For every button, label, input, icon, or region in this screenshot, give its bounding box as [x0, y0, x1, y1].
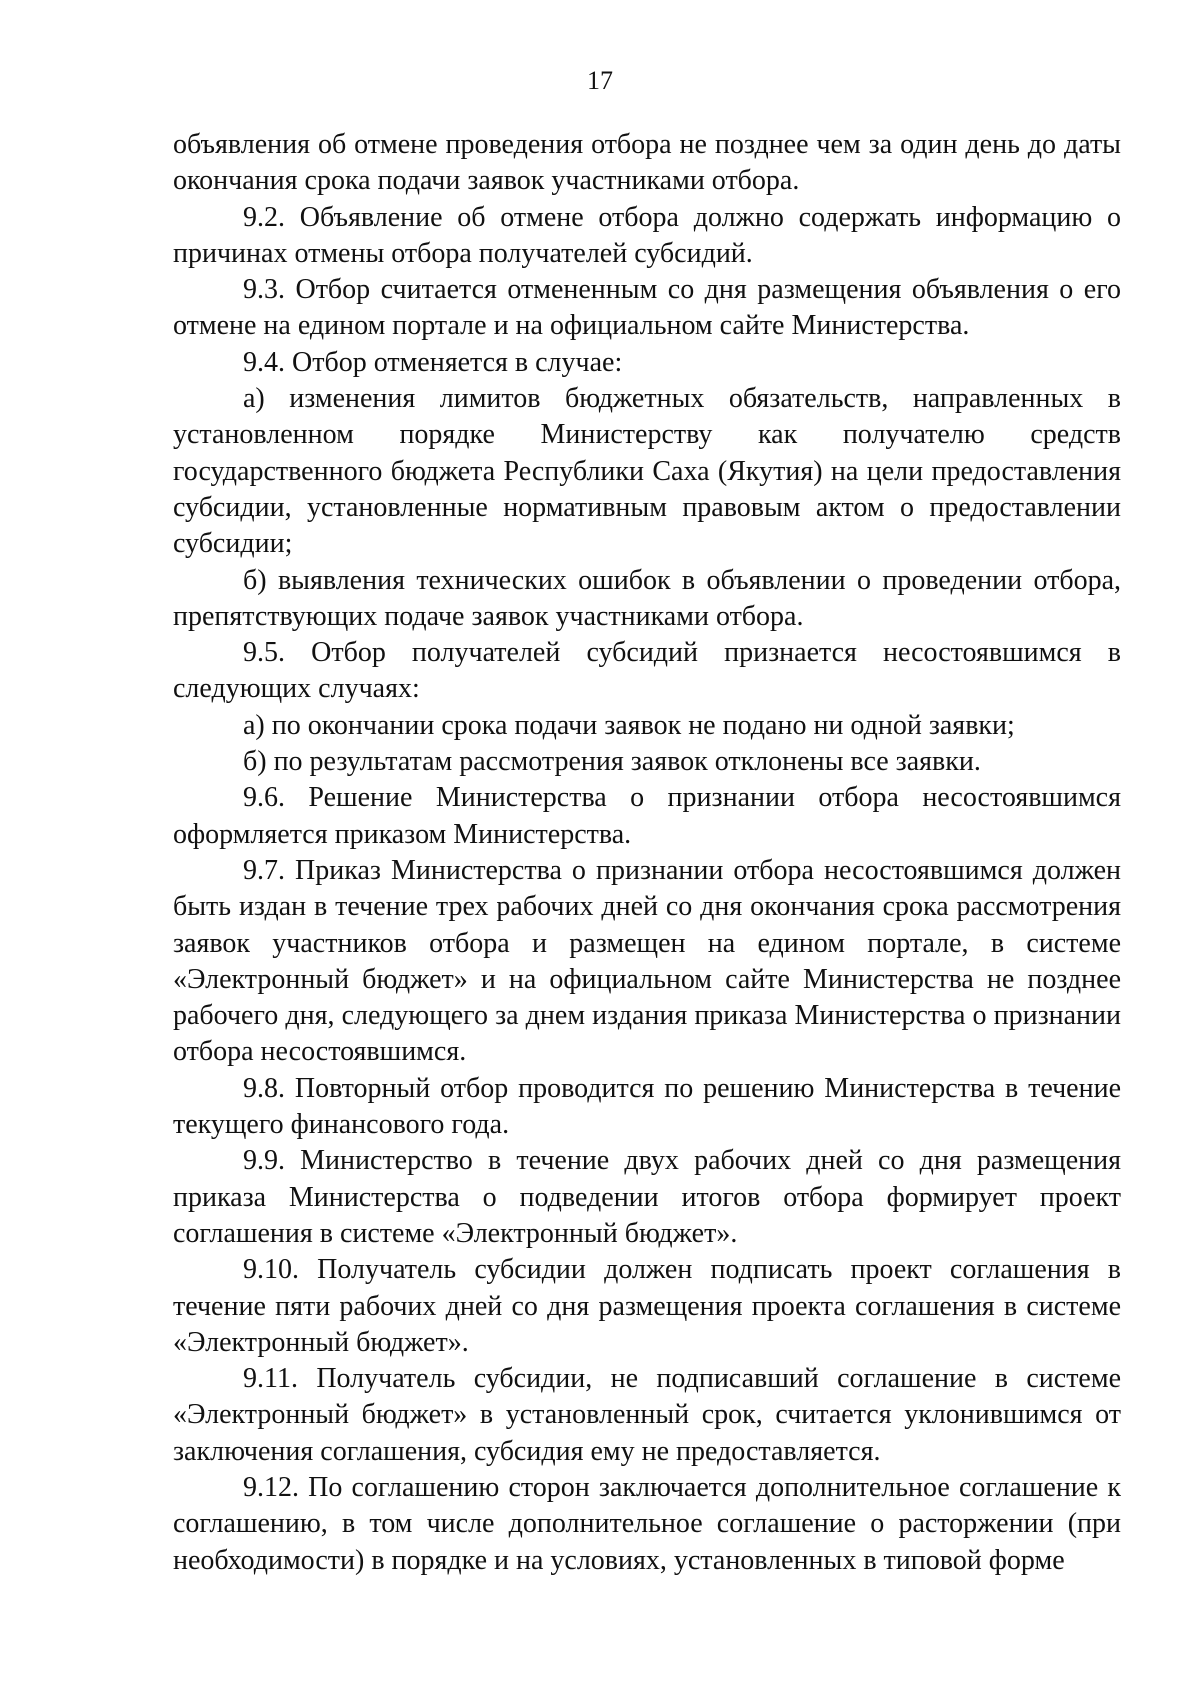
paragraph-9-12: 9.12. По соглашению сторон заключается дополнительное соглашение к соглашению, в том числе дополнительное соглашение о расторжении (при необходимости) в порядке и на условиях, установленных в типовой форме: [173, 1471, 1121, 1576]
paragraph-9-7: 9.7. Приказ Министерства о признании отбора несостоявшимся должен быть издан в течение трех рабочих дней со дня окончания срока рассмотрения заявок участников отбора и размещен на едином портале, в системе «Электронный бюджет» и на официальном сайте Министерства не позднее рабочего дня, следующего за днем издания приказа Министерства о признании отбора несостоявшимся.: [173, 854, 1121, 1068]
paragraph-9-8: 9.8. Повторный отбор проводится по решению Министерства в течение текущего финансового года.: [173, 1072, 1121, 1141]
paragraph-9-3: 9.3. Отбор считается отмененным со дня размещения объявления о его отмене на едином портале и на официальном сайте Министерства.: [173, 274, 1121, 342]
paragraph-9-2: 9.2. Объявление об отмене отбора должно содержать информацию о причинах отмены отбора получателей субсидий.: [173, 201, 1121, 269]
paragraph-9-6: 9.6. Решение Министерства о признании отбора несостоявшимся оформляется приказом Министерства.: [173, 782, 1121, 850]
paragraph-9-5-b: б) по результатам рассмотрения заявок отклонены все заявки.: [243, 746, 981, 778]
paragraph-9-5-a: а) по окончании срока подачи заявок не подано ни одной заявки;: [243, 709, 1015, 741]
page-number: 17: [587, 66, 613, 95]
paragraph-9-11: 9.11. Получатель субсидии, не подписавший соглашение в системе «Электронный бюджет» в установленный срок, считается уклонившимся от заключения соглашения, субсидия ему не предоставляется.: [173, 1363, 1121, 1467]
document-body: [173, 127, 1121, 1579]
paragraph-9-5: 9.5. Отбор получателей субсидий признается несостоявшимся в следующих случаях:: [173, 637, 1121, 705]
paragraph-9-4: 9.4. Отбор отменяется в случае:: [243, 346, 623, 378]
paragraph-9-9: 9.9. Министерство в течение двух рабочих дней со дня размещения приказа Министерства о подведении итогов отбора формирует проект соглашения в системе «Электронный бюджет».: [173, 1145, 1121, 1249]
paragraph-9-4-b: б) выявления технических ошибок в объявлении о проведении отбора, препятствующих подаче заявок участниками отбора.: [173, 564, 1121, 632]
paragraph-continuation: объявления об отмене проведения отбора не позднее чем за один день до даты окончания срока подачи заявок участниками отбора.: [173, 129, 1121, 197]
paragraph-9-4-a: а) изменения лимитов бюджетных обязательств, направленных в установленном порядке Министерству как получателю средств государственного бюджета Республики Саха (Якутия) на цели предоставления субсидии, установленные нормативным правовым актом о предоставлении субсидии;: [173, 383, 1121, 560]
paragraph-9-10: 9.10. Получатель субсидии должен подписать проект соглашения в течение пяти рабочих дней со дня размещения проекта соглашения в системе «Электронный бюджет».: [173, 1254, 1121, 1358]
